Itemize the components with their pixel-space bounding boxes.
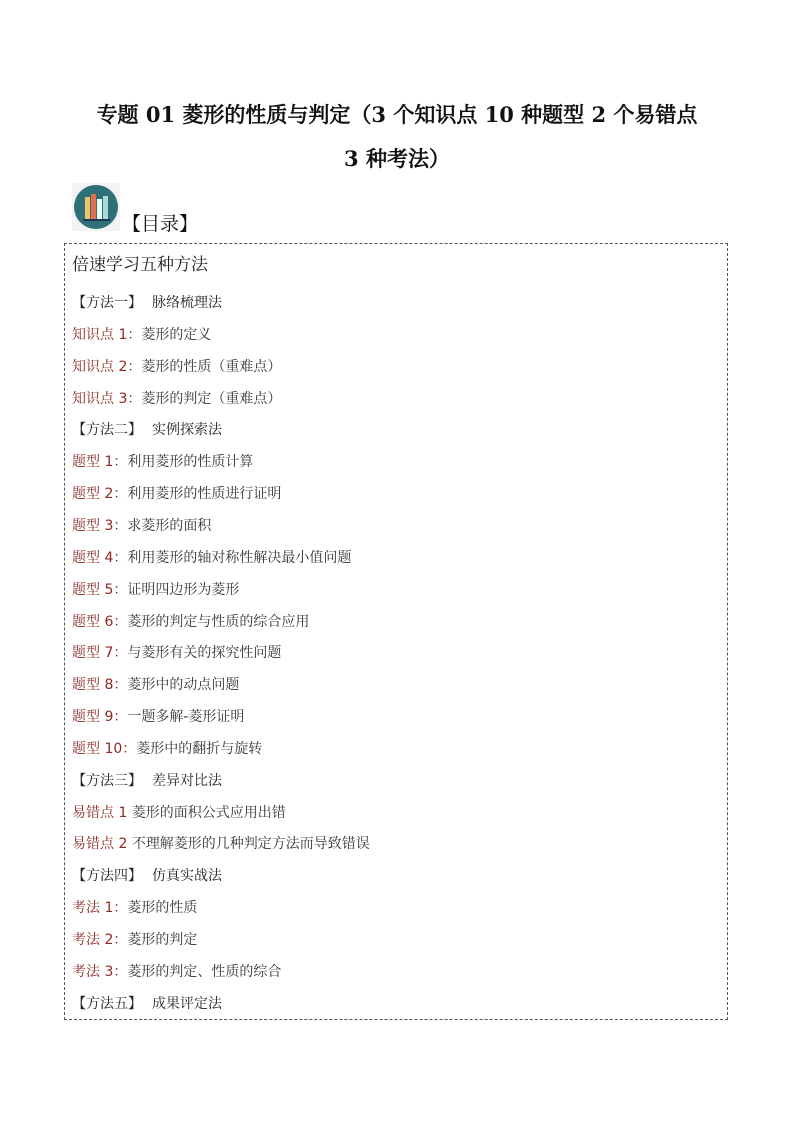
toc-item-text: 不理解菱形的几种判定方法而导致错误 (131, 836, 370, 853)
toc-item-prefix: 【方法四】 (72, 868, 142, 885)
toc-item-prefix: 题型 3： (72, 517, 128, 534)
toc-method-item[interactable] (72, 997, 222, 1011)
toc-item-prefix: 题型 9： (72, 709, 128, 726)
toc-item-text: 差异对比法 (152, 772, 222, 789)
toc-item-text: 实例探索法 (152, 422, 222, 439)
toc-item-prefix: 题型 10： (72, 740, 137, 757)
toc-link-item[interactable] (72, 933, 197, 947)
toc-item-text: 成果评定法 (152, 995, 222, 1012)
toc-method-item[interactable] (72, 423, 222, 437)
toc-link-item[interactable] (72, 328, 211, 342)
toc-item-text: 证明四边形为菱形 (127, 581, 240, 598)
toc-link-item[interactable] (72, 455, 253, 469)
toc-item-prefix: 易错点 2 (72, 836, 132, 853)
toc-item-text: 菱形的判定 (127, 932, 198, 948)
toc-link-item[interactable] (72, 519, 211, 533)
toc-link-item[interactable] (72, 742, 262, 756)
toc-link-item[interactable] (72, 901, 197, 915)
toc-item-prefix: 知识点 3： (72, 390, 142, 407)
toc-item-text: 菱形的定义 (141, 326, 212, 343)
toc-item-text: 菱形的性质（重难点） (141, 358, 282, 375)
toc-item-prefix: 题型 6： (72, 613, 128, 630)
toc-link-item[interactable] (72, 806, 286, 820)
toc-item-prefix: 知识点 2： (72, 358, 142, 375)
toc-link-item[interactable] (72, 615, 309, 629)
toc-link-item[interactable] (72, 487, 281, 501)
toc-item-text: 利用菱形的轴对称性解决最小值问题 (127, 549, 352, 566)
toc-item-text: 求菱形的面积 (127, 517, 212, 534)
toc-item-prefix: 考法 3： (72, 963, 128, 980)
toc-method-item[interactable] (72, 869, 222, 883)
toc-item-prefix: 考法 1： (72, 900, 128, 917)
toc-item-text: 菱形的判定（重难点） (141, 390, 282, 407)
toc-item-prefix: 考法 2： (72, 932, 128, 948)
toc-item-text: 菱形的性质 (127, 900, 198, 917)
toc-method-item[interactable] (72, 296, 222, 310)
toc-link-item[interactable] (72, 583, 239, 597)
toc-item-prefix: 题型 2： (72, 486, 128, 503)
toc-header (72, 183, 199, 235)
books-logo-icon (72, 183, 120, 231)
toc-item-text: 菱形的面积公式应用出错 (131, 804, 286, 821)
toc-item-text: 仿真实战法 (152, 868, 222, 885)
document-title-line-1: 专题 01 菱形的性质与判定（3 个知识点 10 种题型 2 个易错点 (96, 102, 698, 127)
toc-method-item[interactable] (72, 774, 222, 788)
toc-item-prefix: 易错点 1 (72, 804, 132, 821)
toc-item-text: 与菱形有关的探究性问题 (127, 645, 282, 662)
toc-item-text: 利用菱形的性质计算 (127, 454, 254, 471)
toc-item-prefix: 【方法二】 (72, 422, 142, 439)
toc-link-item[interactable] (72, 678, 239, 692)
toc-link-item[interactable] (72, 392, 281, 406)
toc-link-item[interactable] (72, 710, 244, 724)
toc-item-text: 菱形中的动点问题 (127, 677, 240, 694)
toc-item-text: 菱形的判定、性质的综合 (127, 963, 282, 980)
toc-item-text: 利用菱形的性质进行证明 (127, 486, 282, 503)
toc-item-prefix: 【方法五】 (72, 995, 142, 1012)
toc-link-item[interactable] (72, 551, 351, 565)
toc-link-item[interactable] (72, 646, 281, 660)
toc-item-prefix: 【方法三】 (72, 772, 142, 789)
toc-heading: 倍速学习五种方法 (72, 255, 208, 275)
toc-item-prefix: 题型 7： (72, 645, 128, 662)
toc-item-prefix: 知识点 1： (72, 326, 142, 343)
toc-item-prefix: 题型 4： (72, 549, 128, 566)
toc-item-text: 脉络梳理法 (152, 295, 222, 311)
toc-link-item[interactable] (72, 360, 281, 374)
toc-item-text: 菱形中的翻折与旋转 (136, 740, 263, 757)
toc-link-item[interactable] (72, 837, 370, 851)
toc-box (64, 243, 728, 1020)
toc-item-prefix: 题型 1： (72, 454, 128, 471)
toc-item-prefix: 题型 8： (72, 677, 128, 694)
toc-label: 【目录】 (122, 213, 199, 235)
toc-item-prefix: 题型 5： (72, 581, 128, 598)
toc-item-text: 一题多解-菱形证明 (127, 709, 245, 726)
document-title-line-2: 3 种考法） (344, 146, 450, 171)
toc-item-prefix: 【方法一】 (72, 295, 142, 311)
toc-link-item[interactable] (72, 965, 281, 979)
toc-item-text: 菱形的判定与性质的综合应用 (127, 613, 310, 630)
